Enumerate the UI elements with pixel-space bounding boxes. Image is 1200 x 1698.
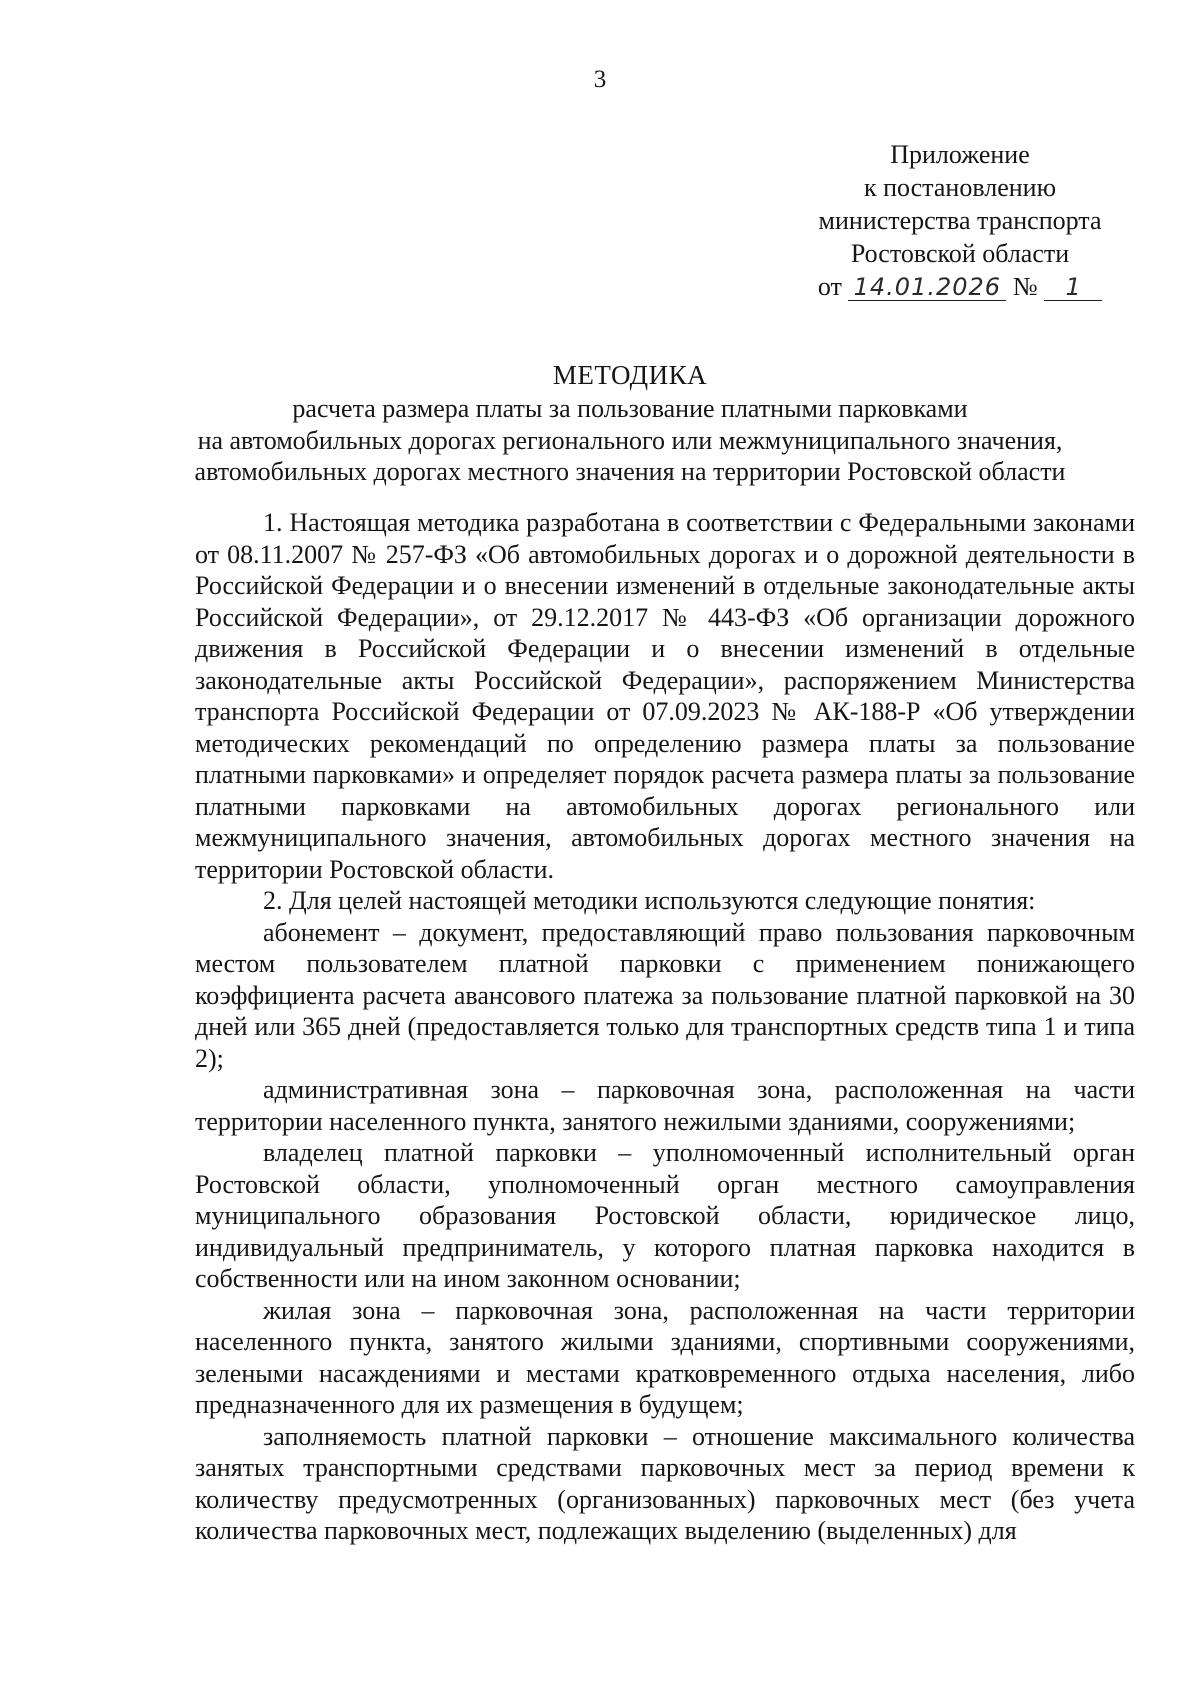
appendix-date-line	[780, 270, 1140, 303]
paragraph-1: 1. Настоящая методика разработана в соответствии с Федеральными законами от 08.11.2007 № 257-ФЗ «Об автомобильных дорогах и о дорожной деятельности в Российской Федерации и о внесении изменений в отдельные законодательные акты Российской Федерации», от 29.12.2017 № 443-ФЗ «Об организации дорожного движения в Российской Федерации и о внесении изменений в отдельные законодательные акты Российской Федерации», распоряжением Министерства транспорта Российской Федерации от 07.09.2023 № АК-188-Р «Об утверждении методических рекомендаций по определению размера платы за пользование платными парковками» и определяет порядок расчета размера платы за пользование платными парковками на автомобильных дорогах регионального или межмуниципального значения, автомобильных дорогах местного значения на территории Ростовской области.	[195, 508, 1135, 884]
subtitle-line-3: автомобильных дорогах местного значения на территории Ростовской области	[194, 457, 1066, 486]
document-subtitle	[180, 393, 1080, 488]
paragraph-2: 2. Для целей настоящей методики используются следующие понятия:	[263, 886, 1036, 915]
subtitle-line-1: расчета размера платы за пользование платными парковками	[292, 394, 968, 423]
definition-abonement: абонемент – документ, предоставляющий право пользования парковочным местом пользователем платной парковки с применением понижающего коэффициента расчета авансового платежа за пользование платной парковкой на 30 дней или 365 дней (предоставляется только для транспортных средств типа 1 и типа 2);	[195, 917, 1135, 1073]
definition-residential-zone: жилая зона – парковочная зона, расположенная на части территории населенного пункта, занятого жилыми зданиями, спортивными сооружениями, зелеными насаждениями и местами кратковременного отдыха населения, либо предназначенного для их размещения в будущем;	[195, 1295, 1135, 1419]
subtitle-line-2: на автомобильных дорогах регионального или межмуниципального значения,	[197, 425, 1063, 455]
appendix-line-1: Приложение	[890, 140, 1030, 169]
number-prefix: №	[1012, 272, 1038, 301]
page-number: 3	[593, 66, 607, 93]
appendix-line-3: министерства транспорта	[818, 206, 1102, 235]
definition-administrative-zone: административная зона – парковочная зона, расположенная на части территории населенного пункта, занятого нежилыми зданиями, сооружениями;	[195, 1075, 1135, 1136]
handwritten-number: 1	[1044, 274, 1102, 301]
definition-parking-occupancy: заполняемость платной парковки – отношение максимального количества занятых транспортными средствами парковочных мест за период времени к количеству предусмотренных (организованных) парковочных мест (без учета количества парковочных мест, подлежащих выделению (выделенных) для	[195, 1421, 1135, 1545]
appendix-line-4: Ростовской области	[850, 239, 1070, 268]
document-body	[195, 507, 1135, 1547]
appendix-line-2: к постановлению	[863, 173, 1057, 202]
date-prefix: от	[817, 272, 842, 301]
definition-parking-owner: владелец платной парковки – уполномоченный исполнительный орган Ростовской области, уполномоченный орган местного самоуправления муниципального образования Ростовской области, юридическое лицо, индивидуальный предприниматель, у которого платная парковка находится в собственности или на ином законном основании;	[195, 1138, 1135, 1293]
title-block	[180, 358, 1080, 488]
handwritten-date: 14.01.2026	[848, 274, 1006, 301]
appendix-block	[780, 138, 1140, 303]
document-title: МЕТОДИКА	[552, 360, 708, 390]
